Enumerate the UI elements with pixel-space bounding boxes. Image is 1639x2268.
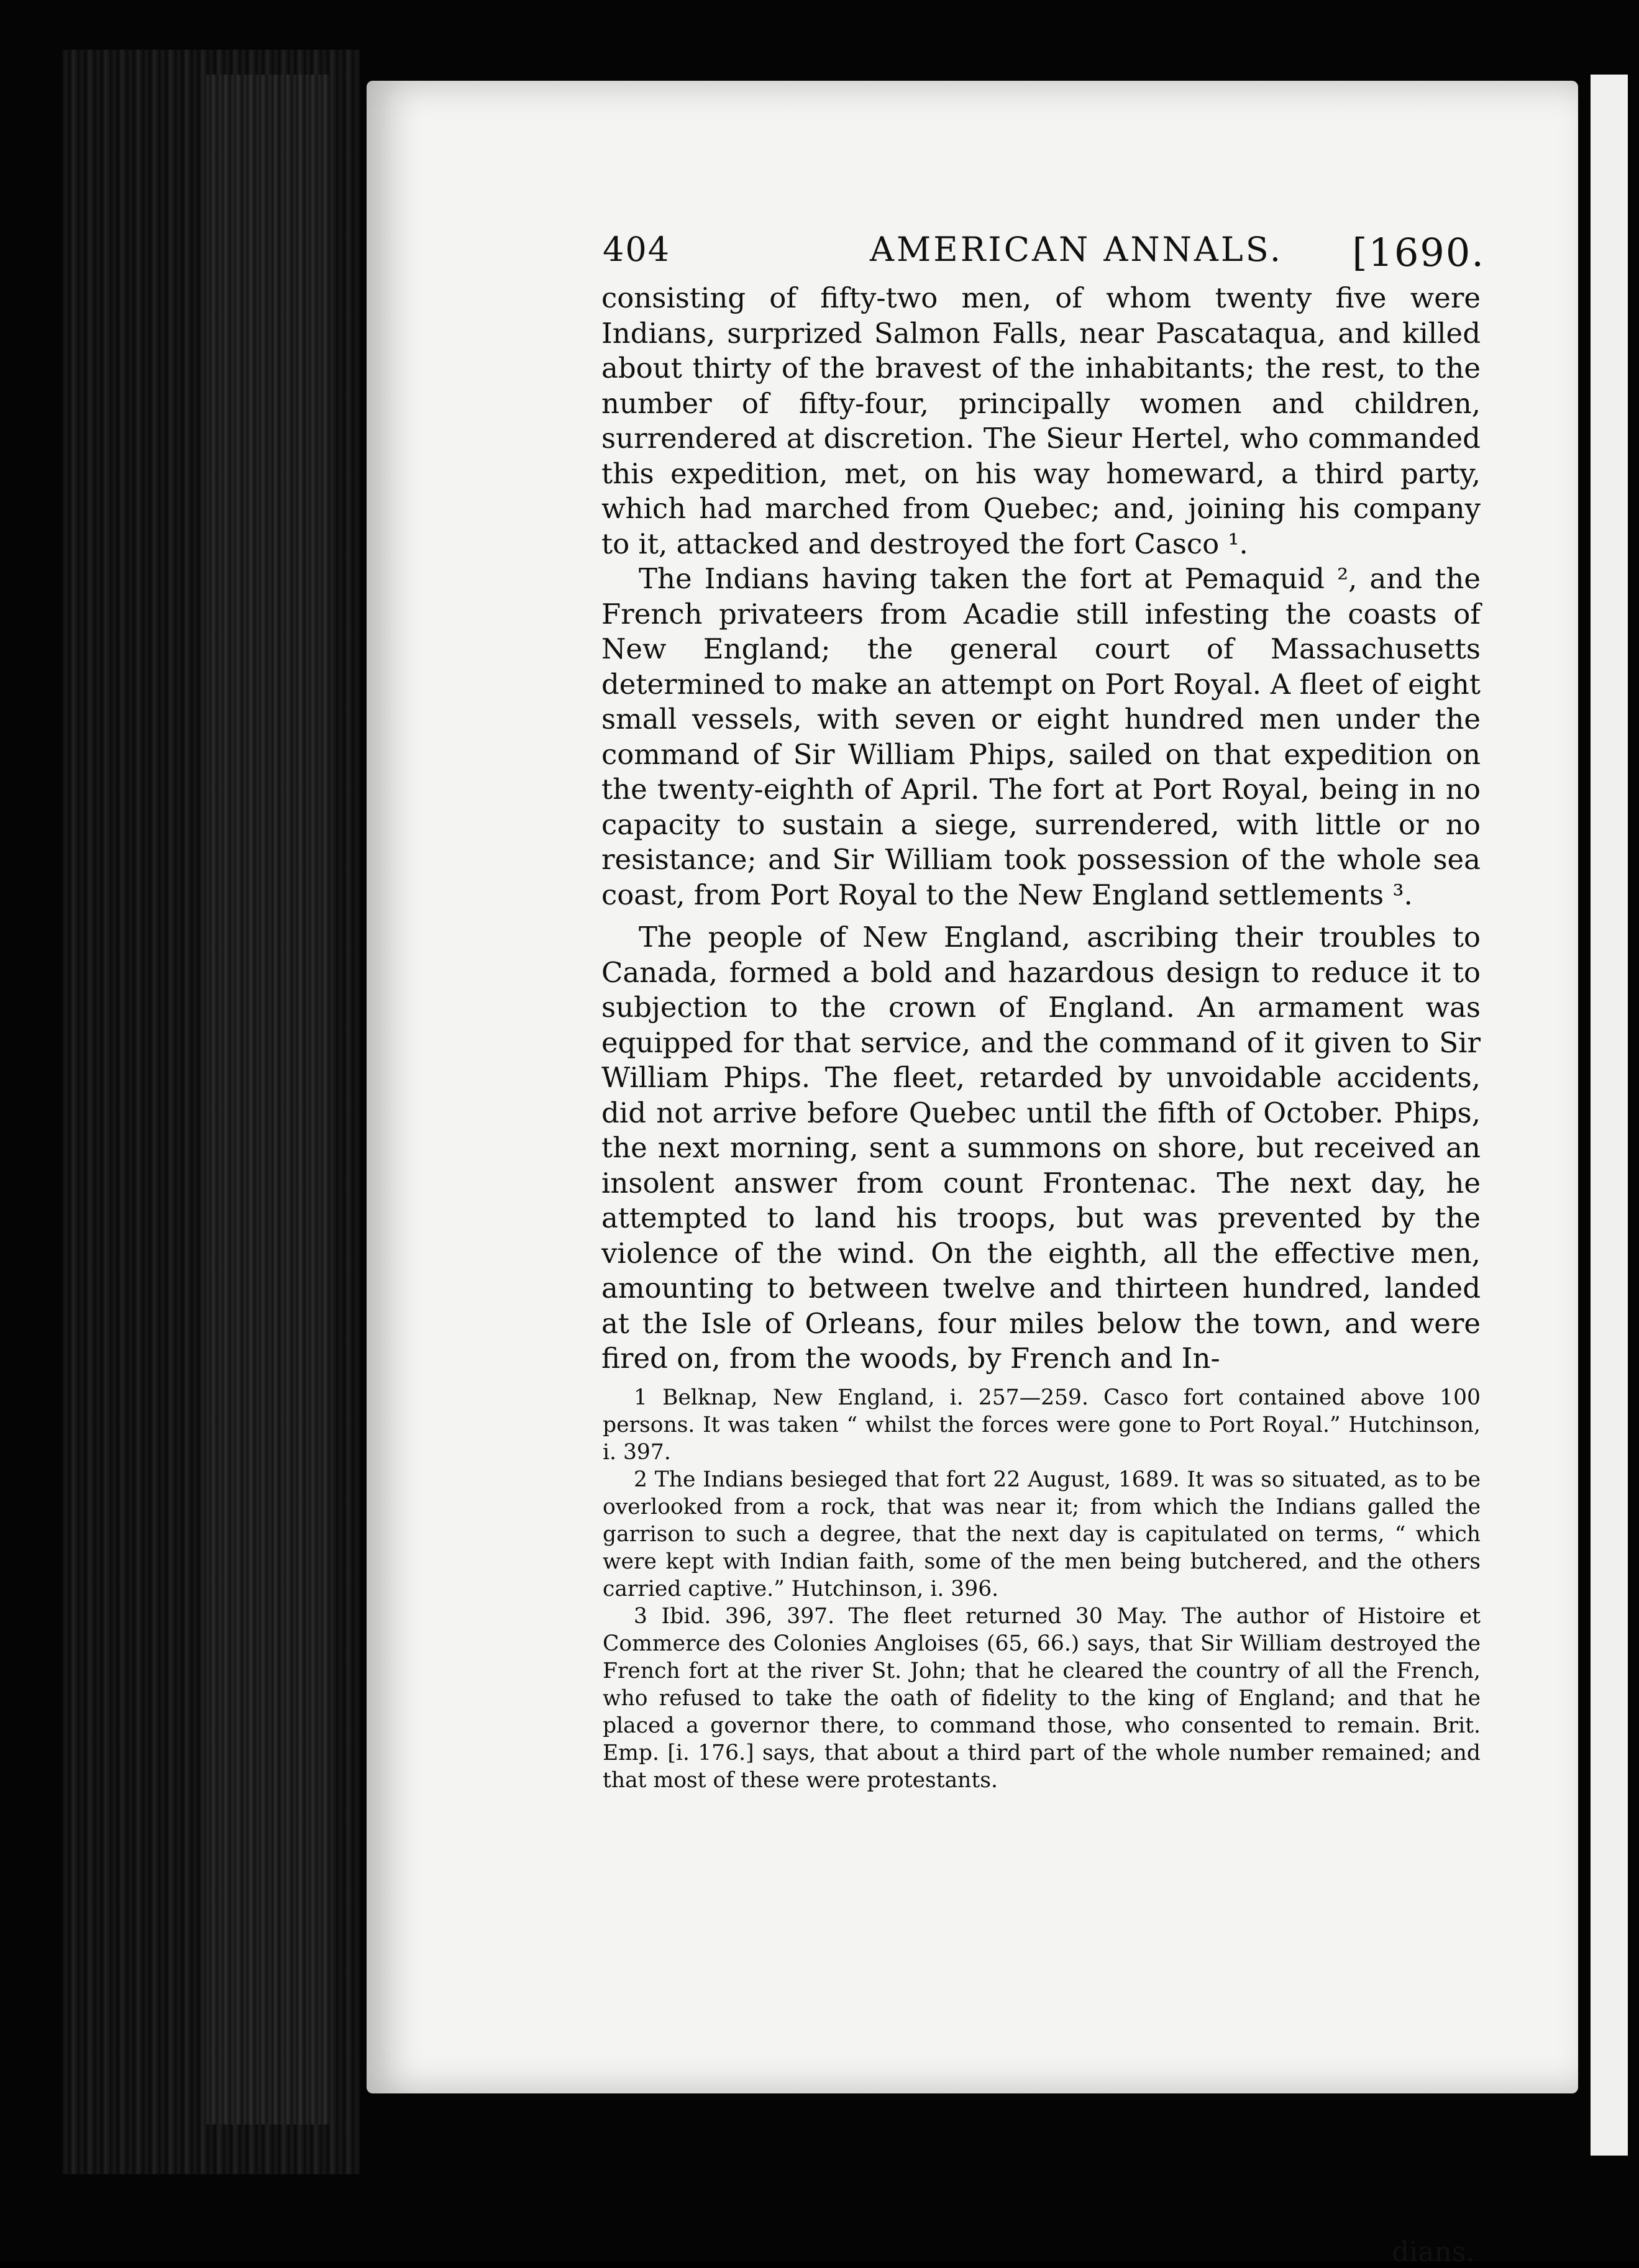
footnote: 2 The Indians besieged that fort 22 August, 1689. It was so situated, as to be overlooked from a rock, that was near it; from which the Indians galled the garrison to such a degree, that the next day is capitulated on terms, “ which were kept with Indian faith, some of the men being butchered, and the others carried captive.” Hutchinson, i. 396. [603, 1467, 1481, 1601]
footnotes [603, 1384, 1481, 1794]
footnote: 1 Belknap, New England, i. 257—259. Casco fort contained above 100 persons. It was taken “ whilst the forces were gone to Port Royal.” Hutchinson, i. 397. [603, 1385, 1481, 1465]
page-header [603, 230, 1485, 286]
year-marker: [1690. [1352, 230, 1485, 275]
facing-page-edge [1591, 75, 1628, 2156]
book-gutter [205, 75, 329, 2125]
footnote: 3 Ibid. 396, 397. The fleet returned 30 May. The author of Histoire et Commerce des Colonies Angloises (65, 66.) says, that Sir William destroyed the French fort at the river St. John; that he cleared the country of all the French, who refused to take the oath of fidelity to the king of England; and that he placed a governor there, to command those, who consented to remain. Brit. Emp. [i. 176.] says, that about a third part of the whole number remained; and that most of these were protestants. [603, 1604, 1481, 1793]
paragraph: consisting of fifty-two men, of whom twenty five were Indians, surprized Salmon Falls, near Pascataqua, and killed about thirty of the bravest of the inhabitants; the rest, to the number of fifty-four, principally women and children, surrendered at discretion. The Sieur Hertel, who commanded this expedition, met, on his way homeward, a third party, which had marched from Quebec; and, joining his company to it, attacked and destroyed the fort Casco ¹. [601, 281, 1481, 560]
catchword: dians. [1392, 2236, 1475, 2268]
paragraph: The Indians having taken the fort at Pemaquid ², and the French privateers from Acadie still infesting the coasts of New England; the general court of Massachusetts determined to make an attempt on Port Royal. A fleet of eight small vessels, with seven or eight hundred men under the command of Sir William Phips, sailed on that expedition on the twenty-eighth of April. The fort at Port Royal, being in no capacity to sustain a siege, surrendered, with little or no resistance; and Sir William took possession of the whole sea coast, from Port Royal to the New England settlements ³. [601, 562, 1481, 911]
main-text [601, 281, 1481, 1377]
page-number: 404 [603, 230, 671, 269]
paragraph: The people of New England, ascribing their troubles to Canada, formed a bold and hazardous design to reduce it to subjection to the crown of England. An armament was equipped for that service, and the command of it given to Sir William Phips. The fleet, retarded by unvoidable accidents, did not arrive before Quebec until the fifth of October. Phips, the next morning, sent a summons on shore, but received an insolent answer from count Frontenac. The next day, he attempted to land his troops, but was prevented by the violence of the wind. On the eighth, all the effective men, amounting to between twelve and thirteen hundred, landed at the Isle of Orleans, four miles below the town, and were fired on, from the woods, by French and In- [601, 921, 1481, 1375]
running-head: AMERICAN ANNALS. [870, 230, 1284, 269]
